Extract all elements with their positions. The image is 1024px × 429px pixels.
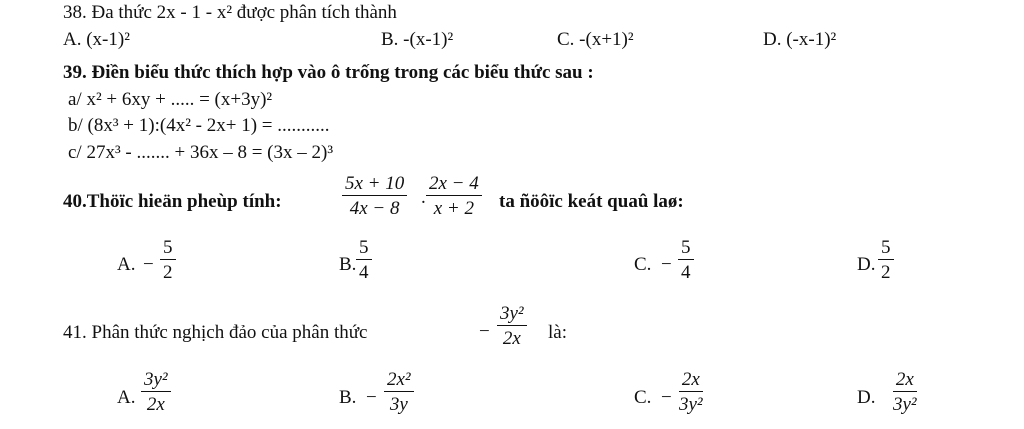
q41-fraction-numerator: 3y²	[497, 304, 527, 326]
q41-option-b-denominator: 3y	[389, 394, 408, 415]
q40-fraction-1	[342, 174, 407, 218]
q40-option-a-sign: −	[143, 254, 154, 275]
q41-option-c-label: C.	[634, 387, 652, 408]
q38-option-c: C. -(x+1)²	[557, 29, 634, 50]
q41-sign: −	[479, 321, 490, 342]
q41-fraction	[497, 304, 527, 348]
q40-fraction-2-numerator: 2x − 4	[426, 174, 482, 196]
q39-item-c: c/ 27x³ - ....... + 36x – 8 = (3x – 2)³	[68, 142, 334, 163]
q40-option-d-label: D.	[857, 254, 876, 275]
q41-option-a-fraction	[141, 370, 171, 414]
question-39-text: 39. Điền biểu thức thích hợp vào ô trống trong các biểu thức sau :	[63, 62, 594, 83]
q41-option-c-numerator: 2x	[679, 370, 703, 392]
q41-option-d-fraction	[890, 370, 920, 414]
q40-option-a-denominator: 2	[163, 262, 173, 283]
q41-option-b-fraction	[384, 370, 414, 414]
q40-multiply-dot: .	[421, 187, 426, 208]
q41-option-c-sign: −	[661, 387, 672, 408]
q38-option-a: A. (x-1)²	[63, 29, 130, 50]
question-41-suffix: là:	[548, 322, 567, 343]
question-40-prefix: 40.Thöïc hieän pheùp tính:	[63, 191, 282, 212]
q40-option-a-label: A.	[117, 254, 136, 275]
q40-option-c-sign: −	[661, 254, 672, 275]
question-41-prefix: 41. Phân thức nghịch đảo của phân thức	[63, 322, 368, 343]
q41-option-a-numerator: 3y²	[141, 370, 171, 392]
q41-option-b-label: B.	[339, 387, 357, 408]
q41-option-d-denominator: 3y²	[893, 394, 917, 415]
q40-fraction-2-denominator: x + 2	[433, 198, 475, 219]
q40-fraction-2	[426, 174, 482, 218]
q41-option-a-label: A.	[117, 387, 136, 408]
q40-option-c-denominator: 4	[681, 262, 691, 283]
question-38-text: 38. Đa thức 2x - 1 - x² được phân tích thành	[63, 2, 397, 23]
q38-option-d: D. (-x-1)²	[763, 29, 837, 50]
q38-option-b: B. -(x-1)²	[381, 29, 454, 50]
q41-option-d-label: D.	[857, 387, 876, 408]
q40-option-b-numerator: 5	[356, 238, 372, 260]
q40-option-a-fraction	[160, 238, 176, 282]
q40-option-b-denominator: 4	[359, 262, 369, 283]
q40-option-d-denominator: 2	[881, 262, 891, 283]
q40-option-d-fraction	[878, 238, 894, 282]
q39-item-a: a/ x² + 6xy + ..... = (x+3y)²	[68, 89, 273, 110]
q40-option-b-fraction	[356, 238, 372, 282]
q40-option-d-numerator: 5	[878, 238, 894, 260]
q41-option-b-sign: −	[366, 387, 377, 408]
q41-option-a-denominator: 2x	[146, 394, 165, 415]
question-40-suffix: ta ñöôïc keát quaû laø:	[499, 191, 684, 212]
q41-fraction-denominator: 2x	[502, 328, 521, 349]
q40-option-b-label: B.	[339, 254, 357, 275]
q41-option-c-fraction	[676, 370, 706, 414]
q40-fraction-1-denominator: 4x − 8	[349, 198, 400, 219]
q40-fraction-1-numerator: 5x + 10	[342, 174, 407, 196]
q41-option-b-numerator: 2x²	[384, 370, 414, 392]
q40-option-c-numerator: 5	[678, 238, 694, 260]
q40-option-c-fraction	[678, 238, 694, 282]
q41-option-c-denominator: 3y²	[679, 394, 703, 415]
q40-option-a-numerator: 5	[160, 238, 176, 260]
q41-option-d-numerator: 2x	[893, 370, 917, 392]
q40-option-c-label: C.	[634, 254, 652, 275]
q39-item-b: b/ (8x³ + 1):(4x² - 2x+ 1) = ...........	[68, 115, 330, 136]
